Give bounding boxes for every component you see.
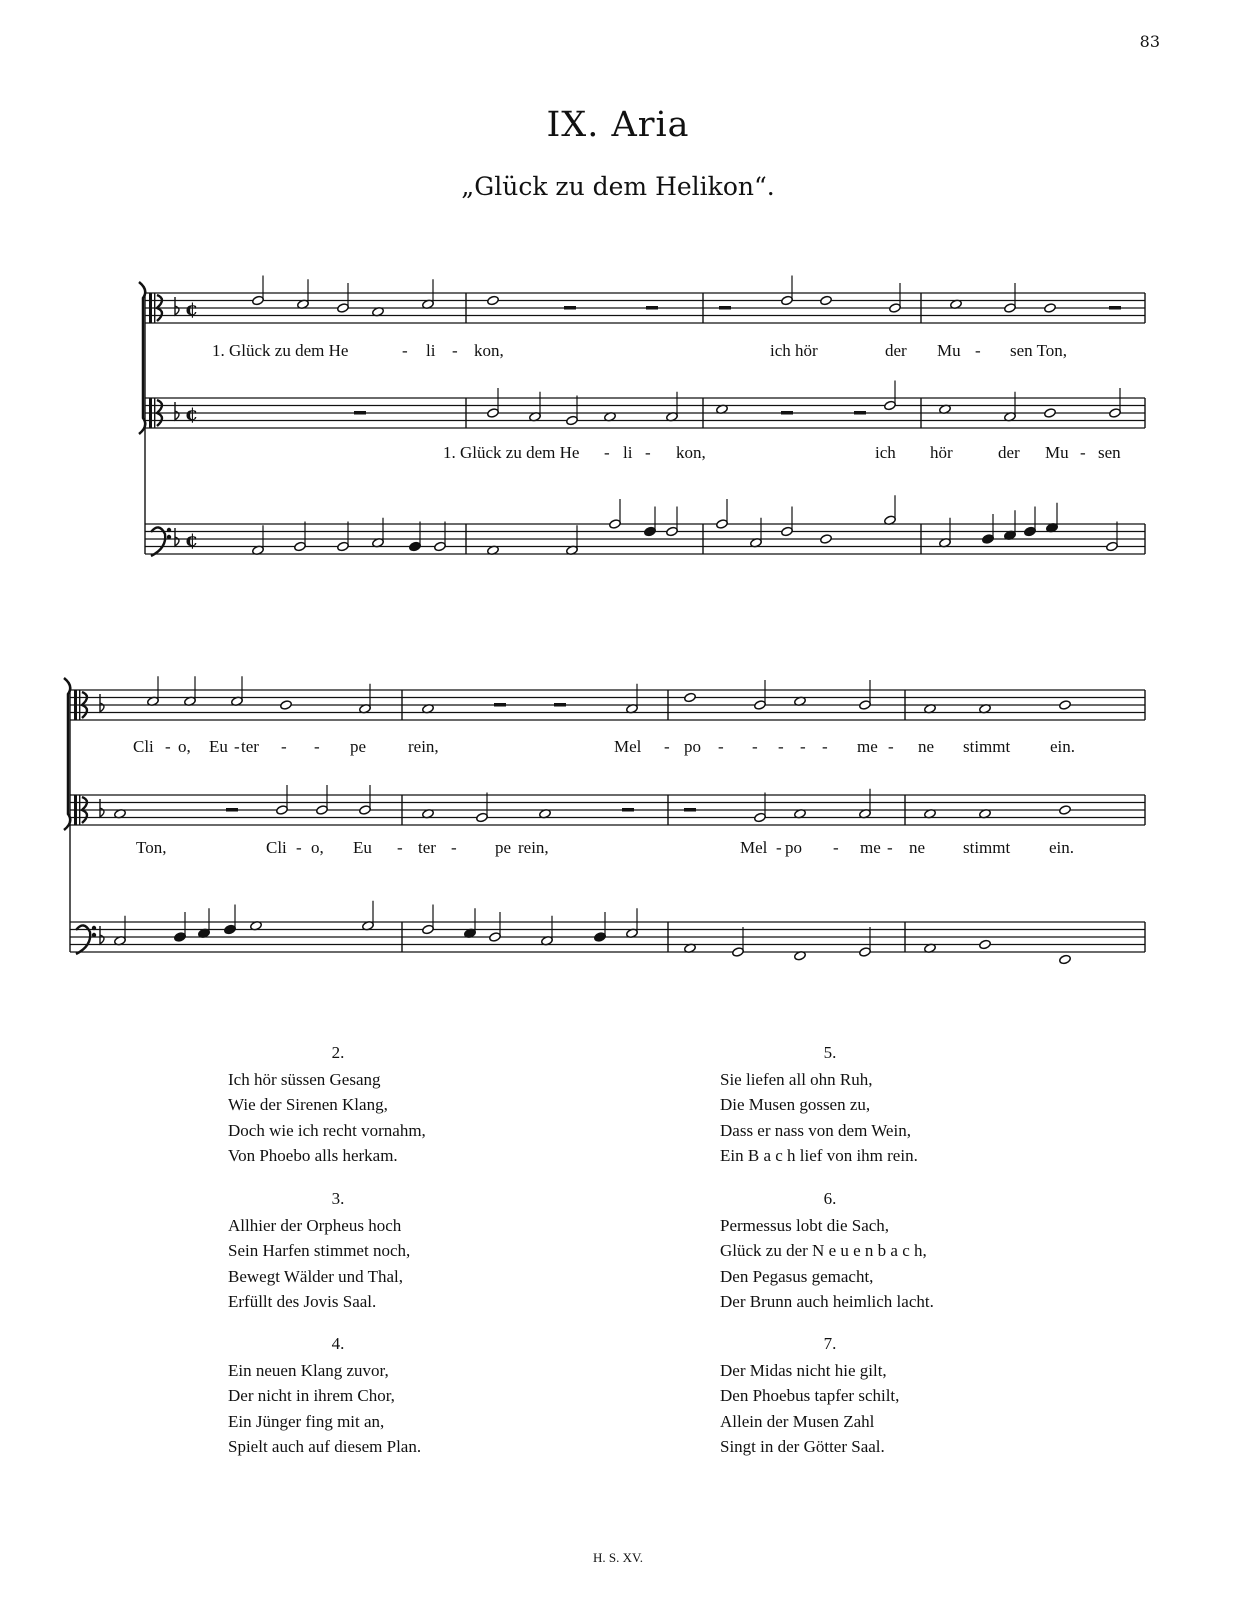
note-icon xyxy=(337,283,350,313)
lyric-syllable: po xyxy=(684,737,701,756)
verse-line: Ich hör süssen Gesang xyxy=(228,1069,381,1089)
lyric-syllable: pe xyxy=(350,737,367,756)
lyric-syllable: ne xyxy=(909,838,926,857)
c-clef-icon xyxy=(149,398,152,428)
lyric-syllable: kon, xyxy=(474,341,504,360)
note-icon xyxy=(982,514,995,544)
note-icon xyxy=(859,927,872,957)
verse-3 xyxy=(228,1186,448,1315)
lyric-syllable: - xyxy=(451,838,457,857)
flat-icon xyxy=(100,926,104,944)
note-icon xyxy=(684,692,697,702)
rest-icon xyxy=(719,306,731,310)
note-icon xyxy=(184,676,197,706)
lyric-syllable: po xyxy=(785,838,802,857)
verse-line: Wie der Sirenen Klang, xyxy=(228,1095,388,1114)
lyric-syllable: ich hör xyxy=(770,341,818,360)
lyric-syllable: ter xyxy=(418,838,436,857)
note-icon xyxy=(884,381,897,411)
verse-line: Der Brunn auch heimlich lacht. xyxy=(720,1292,934,1311)
note-icon xyxy=(1109,388,1122,418)
lyric-syllable: ter xyxy=(241,737,259,756)
lyric-syllable: 1. Glück zu dem He xyxy=(212,341,349,360)
note-icon xyxy=(859,789,872,819)
note-icon xyxy=(750,518,763,548)
lyric-syllable: Mu xyxy=(937,341,961,360)
note-icon xyxy=(359,684,372,714)
verse-line: Doch wie ich recht vornahm, xyxy=(228,1120,426,1140)
lyric-syllable: o, xyxy=(311,838,324,857)
lyric-syllable: stimmt xyxy=(963,737,1011,756)
rest-icon xyxy=(554,703,566,707)
note-icon xyxy=(644,507,657,537)
note-icon xyxy=(174,912,187,942)
lyric-syllable: - xyxy=(314,737,320,756)
lyric-syllable: - xyxy=(296,838,302,857)
lyric-syllable: - xyxy=(397,838,403,857)
note-icon xyxy=(754,680,767,710)
note-icon xyxy=(372,518,385,548)
note-icon xyxy=(252,276,265,306)
note-icon xyxy=(231,676,244,706)
lyric-syllable: - xyxy=(402,341,408,360)
verse-number: 7. xyxy=(823,1334,837,1353)
lyric-syllable: ein. xyxy=(1049,838,1075,857)
note-icon xyxy=(732,927,745,957)
verse-line: Die Musen gossen zu, xyxy=(720,1095,871,1114)
verse-4 xyxy=(228,1331,448,1460)
lyric-syllable: Eu xyxy=(353,838,372,857)
lyric-syllable: stimmt xyxy=(963,838,1011,857)
lyric-syllable: ein. xyxy=(1050,737,1076,756)
c-clef-icon xyxy=(74,795,77,825)
lyric-syllable: - xyxy=(664,737,670,756)
lyric-syllable: - xyxy=(1080,443,1086,462)
staff xyxy=(145,398,1145,428)
note-icon xyxy=(1059,805,1072,815)
note-icon xyxy=(1059,954,1072,964)
note-icon xyxy=(1044,408,1057,418)
lyric-syllable: - xyxy=(800,737,806,756)
note-icon xyxy=(889,283,902,313)
staff xyxy=(145,524,1145,556)
lyric-syllable: - xyxy=(281,737,287,756)
verse-6 xyxy=(720,1186,940,1315)
note-icon xyxy=(781,276,794,306)
time-signature-icon: ¢ xyxy=(185,403,199,425)
note-icon xyxy=(666,507,679,537)
note-icon xyxy=(1106,522,1119,552)
note-icon xyxy=(294,522,307,552)
verse-line: Den Pegasus gemacht, xyxy=(720,1266,874,1286)
lyric-syllable: - xyxy=(645,443,651,462)
piece-subtitle: „Glück zu dem Helikon“. xyxy=(461,172,775,201)
staff xyxy=(145,293,1145,323)
note-icon xyxy=(362,901,375,931)
note-icon xyxy=(566,396,579,426)
note-icon xyxy=(1059,700,1072,710)
verse-line: Spielt auch auf diesem Plan. xyxy=(228,1437,422,1456)
lyric-syllable: - xyxy=(822,737,828,756)
verse-line: Sein Harfen stimmet noch, xyxy=(228,1241,411,1260)
note-icon xyxy=(297,279,310,309)
verse-line: Allhier der Orpheus hoch xyxy=(228,1215,402,1235)
lyric-syllable: - xyxy=(888,737,894,756)
note-icon xyxy=(422,279,435,309)
lyric-syllable: Mel xyxy=(614,737,642,756)
lyric-syllable: - xyxy=(165,737,171,756)
flat-icon xyxy=(175,402,179,420)
verse-line: Ein neuen Klang zuvor, xyxy=(228,1360,389,1380)
lyric-syllable: li xyxy=(623,443,633,462)
page-number: 83 xyxy=(1139,32,1160,51)
note-icon xyxy=(754,793,767,823)
verse-7 xyxy=(720,1331,940,1460)
flat-icon xyxy=(100,799,104,817)
lyric-syllable: - xyxy=(604,443,610,462)
note-icon xyxy=(820,534,833,544)
verse-line: Erfüllt des Jovis Saal. xyxy=(228,1292,377,1311)
lyric-syllable: hör xyxy=(930,443,953,462)
lyric-syllable: o, xyxy=(178,737,191,756)
lyric-syllable: ne xyxy=(918,737,935,756)
lyric-syllable: pe xyxy=(495,838,512,857)
verse-number: 3. xyxy=(331,1189,345,1208)
verse-line: Glück zu der N e u e n b a c h, xyxy=(720,1241,927,1260)
verse-line: Ein B a c h lief von ihm rein. xyxy=(720,1146,918,1165)
lyric-syllable: sen xyxy=(1098,443,1121,462)
note-icon xyxy=(939,518,952,548)
note-icon xyxy=(626,684,639,714)
lyric-syllable: - xyxy=(234,737,240,756)
lyric-syllable: - xyxy=(975,341,981,360)
verse-2 xyxy=(228,1040,448,1169)
note-icon xyxy=(487,388,500,418)
lyric-syllable: - xyxy=(452,341,458,360)
verse-number: 2. xyxy=(331,1043,345,1062)
note-icon xyxy=(409,522,422,552)
verse-number: 6. xyxy=(823,1189,837,1208)
note-icon xyxy=(566,525,579,555)
footer-edition-mark: H. S. XV. xyxy=(593,1550,643,1565)
note-icon xyxy=(280,700,293,710)
note-icon xyxy=(1004,392,1017,422)
lyric-syllable: Cli xyxy=(266,838,287,857)
rest-icon xyxy=(684,808,696,812)
note-icon xyxy=(316,785,329,815)
flat-icon xyxy=(175,297,179,315)
verse-line: Bewegt Wälder und Thal, xyxy=(228,1266,403,1286)
lyric-syllable: - xyxy=(778,737,784,756)
rest-icon xyxy=(494,703,506,707)
note-icon xyxy=(337,522,350,552)
lyric-syllable: me xyxy=(857,737,878,756)
lyric-syllable: rein, xyxy=(518,838,549,857)
verse-line: Dass er nass von dem Wein, xyxy=(720,1120,911,1140)
note-icon xyxy=(487,295,500,305)
lyric-syllable: ich xyxy=(875,443,896,462)
verse-5 xyxy=(720,1040,940,1169)
verse-line: Sie liefen all ohn Ruh, xyxy=(720,1069,873,1089)
note-icon xyxy=(626,908,639,938)
note-icon xyxy=(820,295,833,305)
lyric-syllable: kon, xyxy=(676,443,706,462)
verse-line: Allein der Musen Zahl xyxy=(720,1411,875,1431)
lyric-syllable: Cli xyxy=(133,737,154,756)
verse-line: Der Midas nicht hie gilt, xyxy=(720,1360,887,1380)
rest-icon xyxy=(564,306,576,310)
verse-number: 5. xyxy=(823,1043,837,1062)
note-icon xyxy=(859,680,872,710)
verse-line: Permessus lobt die Sach, xyxy=(720,1215,890,1235)
lyric-syllable: me xyxy=(860,838,881,857)
verse-line: Von Phoebo alls herkam. xyxy=(228,1146,398,1165)
note-icon xyxy=(979,939,992,949)
time-signature-icon: ¢ xyxy=(185,529,199,551)
rest-icon xyxy=(781,411,793,415)
note-icon xyxy=(594,912,607,942)
lyric-syllable: - xyxy=(776,838,782,857)
note-icon xyxy=(252,525,265,555)
note-icon xyxy=(1046,503,1059,533)
note-icon xyxy=(1004,283,1017,313)
note-icon xyxy=(541,916,554,946)
flat-icon xyxy=(175,528,179,546)
verse-number: 4. xyxy=(331,1334,345,1353)
verse-line: Der nicht in ihrem Chor, xyxy=(228,1386,395,1405)
note-icon xyxy=(276,785,289,815)
rest-icon xyxy=(226,808,238,812)
rest-icon xyxy=(646,306,658,310)
verse-line: Ein Jünger fing mit an, xyxy=(228,1411,385,1431)
lyric-syllable: der xyxy=(885,341,907,360)
lyric-syllable: Mel xyxy=(740,838,768,857)
note-icon xyxy=(1044,303,1057,313)
c-clef-icon xyxy=(149,293,152,323)
note-icon xyxy=(884,495,897,525)
piece-title: IX. Aria xyxy=(546,105,690,145)
note-icon xyxy=(489,912,502,942)
rest-icon xyxy=(622,808,634,812)
note-icon xyxy=(609,499,622,529)
note-icon xyxy=(198,908,211,938)
lyric-syllable: rein, xyxy=(408,737,439,756)
lyric-syllable: 1. Glück zu dem He xyxy=(443,443,580,462)
lyric-syllable: der xyxy=(998,443,1020,462)
lyric-syllable: - xyxy=(833,838,839,857)
note-icon xyxy=(147,676,160,706)
note-icon xyxy=(114,916,127,946)
note-icon xyxy=(434,522,447,552)
c-clef-icon xyxy=(74,690,77,720)
note-icon xyxy=(359,785,372,815)
lyric-syllable: Mu xyxy=(1045,443,1069,462)
note-icon xyxy=(464,908,477,938)
lyric-syllable: - xyxy=(718,737,724,756)
verse-line: Den Phoebus tapfer schilt, xyxy=(720,1386,900,1405)
note-icon xyxy=(422,905,435,935)
note-icon xyxy=(1024,507,1037,537)
note-icon xyxy=(529,392,542,422)
lyric-syllable: - xyxy=(752,737,758,756)
lyric-syllable: li xyxy=(426,341,436,360)
note-icon xyxy=(224,905,237,935)
note-icon xyxy=(1004,510,1017,540)
note-icon xyxy=(716,499,729,529)
rest-icon xyxy=(854,411,866,415)
verse-line: Singt in der Götter Saal. xyxy=(720,1437,885,1456)
note-icon xyxy=(781,507,794,537)
lyric-syllable: Ton, xyxy=(136,838,167,857)
lyric-syllable: - xyxy=(887,838,893,857)
rest-icon xyxy=(1109,306,1121,310)
lyric-syllable: Eu xyxy=(209,737,228,756)
flat-icon xyxy=(100,694,104,712)
lyric-syllable: sen Ton, xyxy=(1010,341,1068,360)
note-icon xyxy=(666,392,679,422)
rest-icon xyxy=(354,411,366,415)
time-signature-icon: ¢ xyxy=(185,298,199,320)
note-icon xyxy=(476,793,489,823)
